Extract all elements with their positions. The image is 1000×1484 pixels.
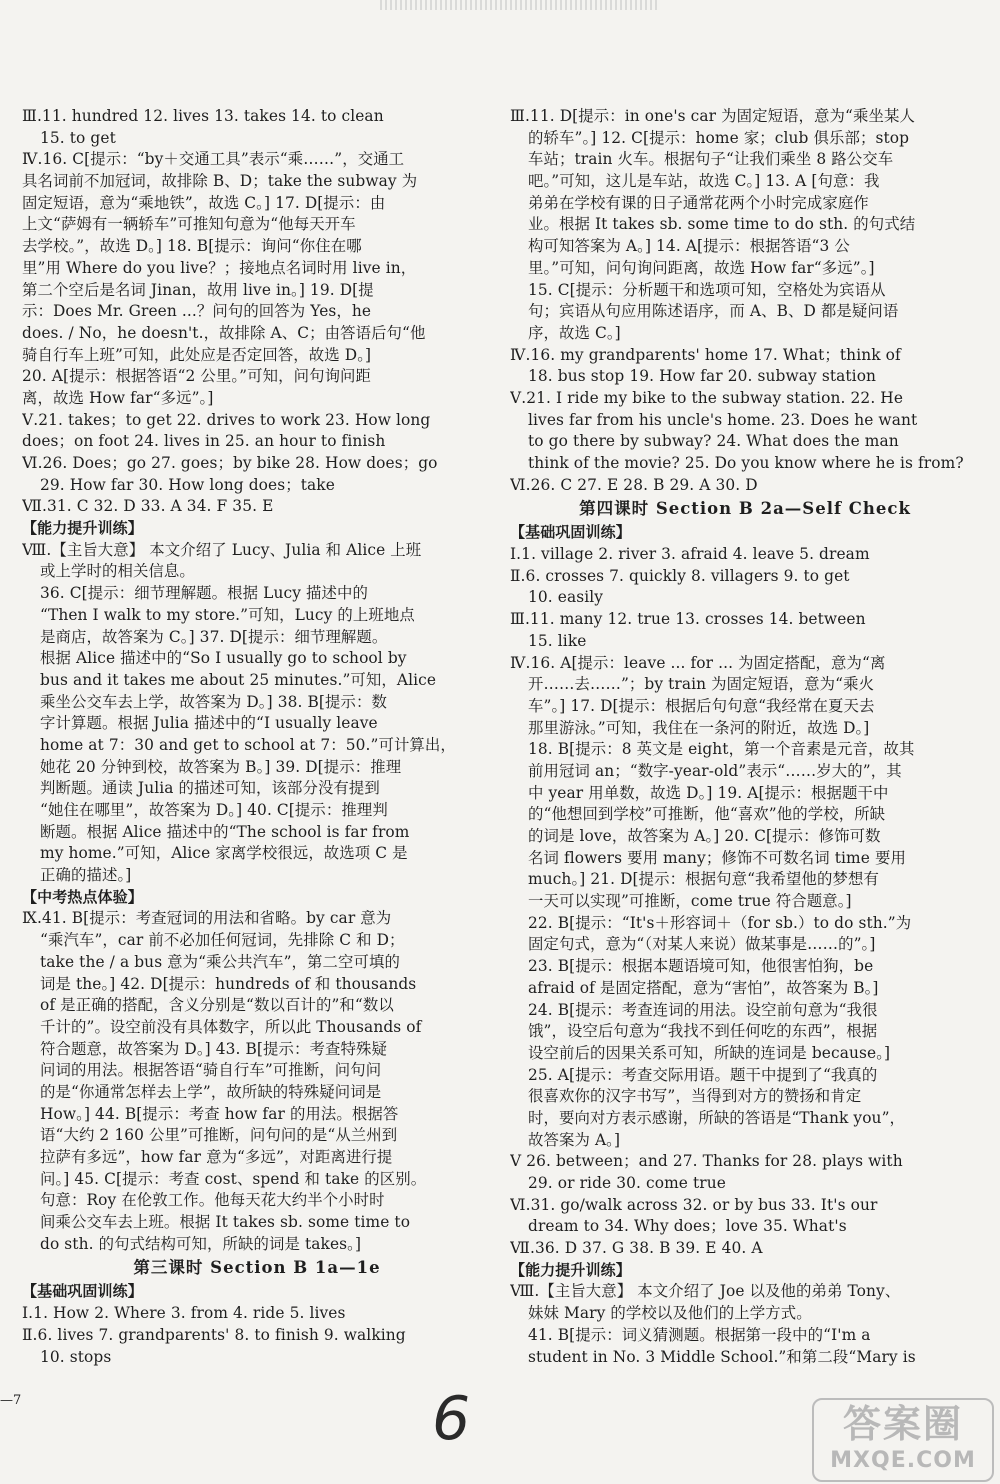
answer-line: 第二个空后是名词 Jinan，故用 live in。] 19. D[提 (22, 280, 374, 299)
answer-line: Ⅱ.6. lives 7. grandparents' 8. to finish 9. walking (22, 1325, 406, 1344)
answer-line: Ⅵ.26. Does；go 27. goes；by bike 28. How does；go (22, 454, 438, 472)
answer-line: 24. B[提示：考查连词的用法。设空前句意为“我很 (528, 1000, 878, 1019)
answer-line: 时，要向对方表示感谢，所缺的答语是“Thank you”， (528, 1108, 906, 1127)
answer-line: 根据 Alice 描述中的“So I usually go to school by (40, 649, 407, 668)
right-column (510, 106, 980, 1368)
section-heading: 第四课时 Section B 2a—Self Check (579, 499, 911, 519)
answer-line: 很喜欢你的汉字书写”，当得到对方的赞扬和肯定 (528, 1087, 862, 1106)
answer-line: 构可知答案为 A。] 14. A[提示：根据答语“3 公 (528, 237, 850, 256)
answer-line: 开……去……”；by train 为固定短语，意为“乘火 (528, 675, 875, 694)
answer-line: 上文“萨姆有一辆轿车”可推知句意为“他每天开车 (22, 215, 356, 234)
answer-line: 名词 flowers 要用 many；修饰不可数名词 time 要用 (528, 848, 906, 867)
answer-line: 10. easily (528, 588, 604, 607)
answer-line: much。] 21. D[提示：根据句意“我希望他的梦想有 (528, 870, 879, 889)
training-heading: 【中考热点体验】 (22, 887, 143, 906)
answer-line: Ⅱ.6. crosses 7. quickly 8. villagers 9. to get (510, 566, 850, 585)
answer-line: 固定句式，意为“（对某人来说）做某事是……的”。] (528, 935, 876, 954)
answer-line: 业。根据 It takes sb. some time to do sth. 的句式结 (528, 215, 916, 234)
answer-line: 15. like (528, 631, 587, 650)
answer-line: 妹妹 Mary 的学校以及他们的上学方式。 (528, 1304, 812, 1323)
answer-line: afraid of 是固定搭配，意为“害怕”，故答案为 B。] (528, 978, 879, 997)
answer-line: Ⅴ.21. I ride my bike to the subway station. 22. He (510, 388, 904, 407)
answer-line: 41. B[提示：词义猜测题。根据第一段中的“I'm a (528, 1325, 871, 1344)
answer-line: How。] 44. B[提示：考查 how far 的用法。根据答 (40, 1104, 399, 1123)
answer-line: 弟弟在学校有课的日子通常花两个小时完成家庭作 (528, 193, 869, 212)
answer-line: 断题。根据 Alice 描述中的“The school is far from (40, 822, 410, 841)
answer-line: Ⅷ.【主旨大意】 本文介绍了 Lucy、Julia 和 Alice 上班 (22, 540, 422, 559)
answer-line: 问。] 45. C[提示：考查 cost、spend 和 take 的区别。 (40, 1169, 427, 1188)
answer-line: does. / No，he doesn't.，故排除 A、C；由答语后句“他 (22, 323, 426, 342)
answer-line: 序，故选 C。] (528, 323, 621, 342)
answer-line: 吧。”可知，这儿是车站，故选 C。] 13. A [句意：我 (528, 172, 880, 191)
answer-line: 前用冠词 an；“数字-year-old”表示“……岁大的”，其 (528, 761, 902, 780)
answer-line: 18. B[提示：8 英文是 eight，第一个音素是元音，故其 (528, 740, 915, 759)
page-number: —7 (0, 1393, 22, 1408)
answer-line: 的轿车”。] 12. C[提示：home 家；club 俱乐部；stop (528, 128, 910, 147)
answer-line: dream to 34. Why does；love 35. What's (528, 1217, 847, 1236)
answer-line: 问词的用法。根据答语“骑自行车”可推断，问句问 (40, 1061, 382, 1080)
answer-line: student in No. 3 Middle School.”和第二段“Mary is (528, 1347, 916, 1366)
answer-line: “Then I walk to my store.”可知，Lucy 的上班地点 (40, 605, 415, 624)
answer-line: 示：Does Mr. Green ...？问句的回答为 Yes，he (22, 302, 372, 321)
answer-line: Ⅵ.31. go/walk across 32. or by bus 33. It's our (510, 1195, 878, 1214)
training-heading: 【能力提升训练】 (510, 1260, 631, 1279)
scan-edge-artifact (380, 0, 660, 10)
answer-line: 29. How far 30. How long does；take (40, 475, 335, 494)
answer-line: Ⅳ.16. A[提示：leave ... for ... 为固定搭配，意为“离 (510, 653, 886, 672)
answer-line: “她住在哪里”，故答案为 D。] 40. C[提示：推理判 (40, 801, 388, 819)
answer-line: 23. B[提示：根据本题语境可知，他很害怕狗，be (528, 957, 874, 976)
answer-line: 10. stops (40, 1347, 112, 1366)
answer-line: lives far from his uncle's home. 23. Does he want (528, 410, 918, 429)
answer-line: 她花 20 分钟到校，故答案为 B。] 39. D[提示：推理 (40, 757, 402, 776)
training-heading: 【能力提升训练】 (22, 519, 143, 538)
answer-line: 29. or ride 30. come true (528, 1174, 726, 1192)
answer-line: Ⅴ 26. between；and 27. Thanks for 28. plays with (510, 1152, 903, 1171)
answer-line: 骑自行车上班”可知，此处应是否定回答，故选 D。] (22, 345, 372, 364)
answer-line: 是商店，故答案为 C。] 37. D[提示：细节理解题。 (40, 627, 388, 646)
answer-line: Ⅶ.36. D 37. G 38. B 39. E 40. A (510, 1239, 763, 1258)
answer-line: 15. C[提示：分析题干和选项可知，空格处为宾语从 (528, 280, 886, 299)
watermark-url-text: MXQE.COM (830, 1448, 976, 1473)
answer-line: Ⅲ.11. hundred 12. lives 13. takes 14. to clean (22, 107, 384, 125)
answer-line: 语“大约 2 160 公里”可推断，问句问的是“从兰州到 (40, 1126, 398, 1145)
answer-line: take the / a bus 意为“乘公共汽车”，第二空可填的 (40, 952, 400, 971)
answer-line: Ⅳ.16. C[提示：“by＋交通工具”表示“乘……”，交通工 (22, 150, 405, 169)
answer-line: 千计的”。设空前没有具体数字，所以此 Thousands of (40, 1017, 422, 1036)
answer-line: Ⅴ.21. takes；to get 22. drives to work 23. How long (22, 410, 431, 429)
answer-line: 拉萨有多远”，how far 意为“多远”，对距离进行提 (40, 1148, 393, 1166)
answer-line: 22. B[提示：“It's＋形容词＋（for sb.）to do sth.”为 (528, 913, 912, 932)
answer-line: 或上学时的相关信息。 (40, 562, 195, 581)
answer-line: Ⅸ.41. B[提示：考查冠词的用法和省略。by car 意为 (22, 909, 392, 928)
answer-line: 中 year 用单数，故选 D。] 19. A[提示：根据题干中 (528, 783, 889, 802)
answer-line: does；on foot 24. lives in 25. an hour to finish (22, 432, 386, 451)
left-column (22, 106, 492, 1368)
answer-line: 车站；train 火车。根据句子“让我们乘坐 8 路公交车 (528, 150, 894, 169)
answer-line: “乘汽车”，car 前不必加任何冠词，先排除 C 和 D； (40, 931, 405, 950)
answer-line: 固定短语，意为“乘地铁”，故选 C。] 17. D[提示：由 (22, 193, 386, 212)
answer-line: Ⅰ.1. How 2. Where 3. from 4. ride 5. lives (22, 1304, 346, 1323)
answer-line: 故答案为 A。] (528, 1130, 621, 1149)
section-heading: 第三课时 Section B 1a—1e (133, 1258, 381, 1278)
answer-line: think of the movie? 25. Do you know where he is from? (528, 454, 964, 472)
training-heading: 【基础巩固训练】 (510, 523, 631, 542)
answer-line: 饿”，设空后句意为“我找不到任何吃的东西”，根据 (528, 1022, 878, 1041)
answer-line: my home.”可知，Alice 家离学校很远，故选项 C 是 (40, 844, 408, 863)
answer-line: Ⅲ.11. many 12. true 13. crosses 14. between (510, 610, 866, 629)
answer-line: 里。”可知，问句询问距离，故选 How far“多远”。] (528, 258, 875, 277)
answer-line: 句；宾语从句应用陈述语序，而 A、B、D 都是疑问语 (528, 302, 899, 321)
watermark-cn-text: 答案圈 (842, 1402, 963, 1446)
answer-line: 词是 the。] 42. D[提示：hundreds of 和 thousands (40, 974, 417, 993)
answer-line: Ⅲ.11. D[提示：in one's car 为固定短语，意为“乘坐某人 (510, 107, 915, 125)
answer-line: 乘坐公交车去上学，故答案为 D。] 38. B[提示：数 (40, 692, 387, 711)
answer-line: 符合题意，故答案为 D。] 43. B[提示：考查特殊疑 (40, 1039, 387, 1058)
answer-line: 15. to get (40, 128, 116, 147)
answer-line: do sth. 的句式结构可知，所缺的词是 takes。] (40, 1234, 362, 1253)
answer-line: 去学校。”，故选 D。] 18. B[提示：询问“你住在哪 (22, 237, 362, 256)
answer-line: Ⅳ.16. my grandparents' home 17. What；think of (510, 345, 901, 364)
answer-line: 设空前后的因果关系可知，所缺的连词是 because。] (528, 1043, 891, 1062)
answer-line: 20. A[提示：根据答语“2 公里。”可知，问句询问距 (22, 367, 372, 386)
answer-line: 18. bus stop 19. How far 20. subway station (528, 367, 877, 386)
answer-line: bus and it takes me about 25 minutes.”可知，Alice (40, 670, 437, 689)
answer-line: 具名词前不加冠词，故排除 B、D；take the subway 为 (22, 172, 418, 191)
watermark-logo (812, 1398, 994, 1482)
handwritten-number: 6 (432, 1384, 471, 1454)
answer-line: 的“他想回到学校”可推断，他“喜欢”他的学校，所缺 (528, 805, 886, 824)
answer-line: 间乘公交车去上班。根据 It takes sb. some time to (40, 1213, 411, 1232)
answer-line: of 是正确的搭配，含义分别是“数以百计的”和“数以 (40, 996, 394, 1015)
answer-line: Ⅶ.31. C 32. D 33. A 34. F 35. E (22, 497, 274, 516)
answer-line: 句意：Roy 在伦敦工作。他每天花大约半个小时时 (40, 1191, 385, 1210)
answer-line: 字计算题。根据 Julia 描述中的“I usually leave (40, 714, 378, 733)
answer-line: Ⅷ.【主旨大意】 本文介绍了 Joe 以及他的弟弟 Tony、 (510, 1282, 901, 1301)
answer-line: 判断题。通读 Julia 的描述可知，该部分没有提到 (40, 779, 380, 798)
answer-line: to go there by subway? 24. What does the man (528, 432, 899, 451)
answer-line: 车”。] 17. D[提示：根据后句句意“我经常在夏天去 (528, 696, 875, 715)
answer-line: home at 7：30 and get to school at 7：50.”可计算出， (40, 735, 456, 754)
answer-line: 正确的描述。] (40, 866, 132, 885)
answer-line: 的词是 love，故答案为 A。] 20. C[提示：修饰可数 (528, 827, 881, 845)
training-heading: 【基础巩固训练】 (22, 1282, 143, 1301)
answer-line: 那里游泳。”可知，我住在一条河的附近，故选 D。] (528, 718, 870, 737)
answer-line: 离，故选 How far“多远”。] (22, 388, 214, 407)
answer-line: 的是“你通常怎样去上学”，故所缺的特殊疑问词是 (40, 1082, 382, 1101)
answer-line: 36. C[提示：细节理解题。根据 Lucy 描述中的 (40, 584, 368, 603)
answer-line: 25. A[提示：考查交际用语。题干中提到了“我真的 (528, 1065, 878, 1084)
answer-line: Ⅵ.26. C 27. E 28. B 29. A 30. D (510, 475, 758, 494)
answer-line: 一天可以实现”可推断，come true 符合题意。] (528, 892, 852, 911)
answer-line: Ⅰ.1. village 2. river 3. afraid 4. leave 5. dream (510, 545, 870, 564)
answer-line: 里”用 Where do you live？；接地点名词时用 live in， (22, 258, 417, 277)
